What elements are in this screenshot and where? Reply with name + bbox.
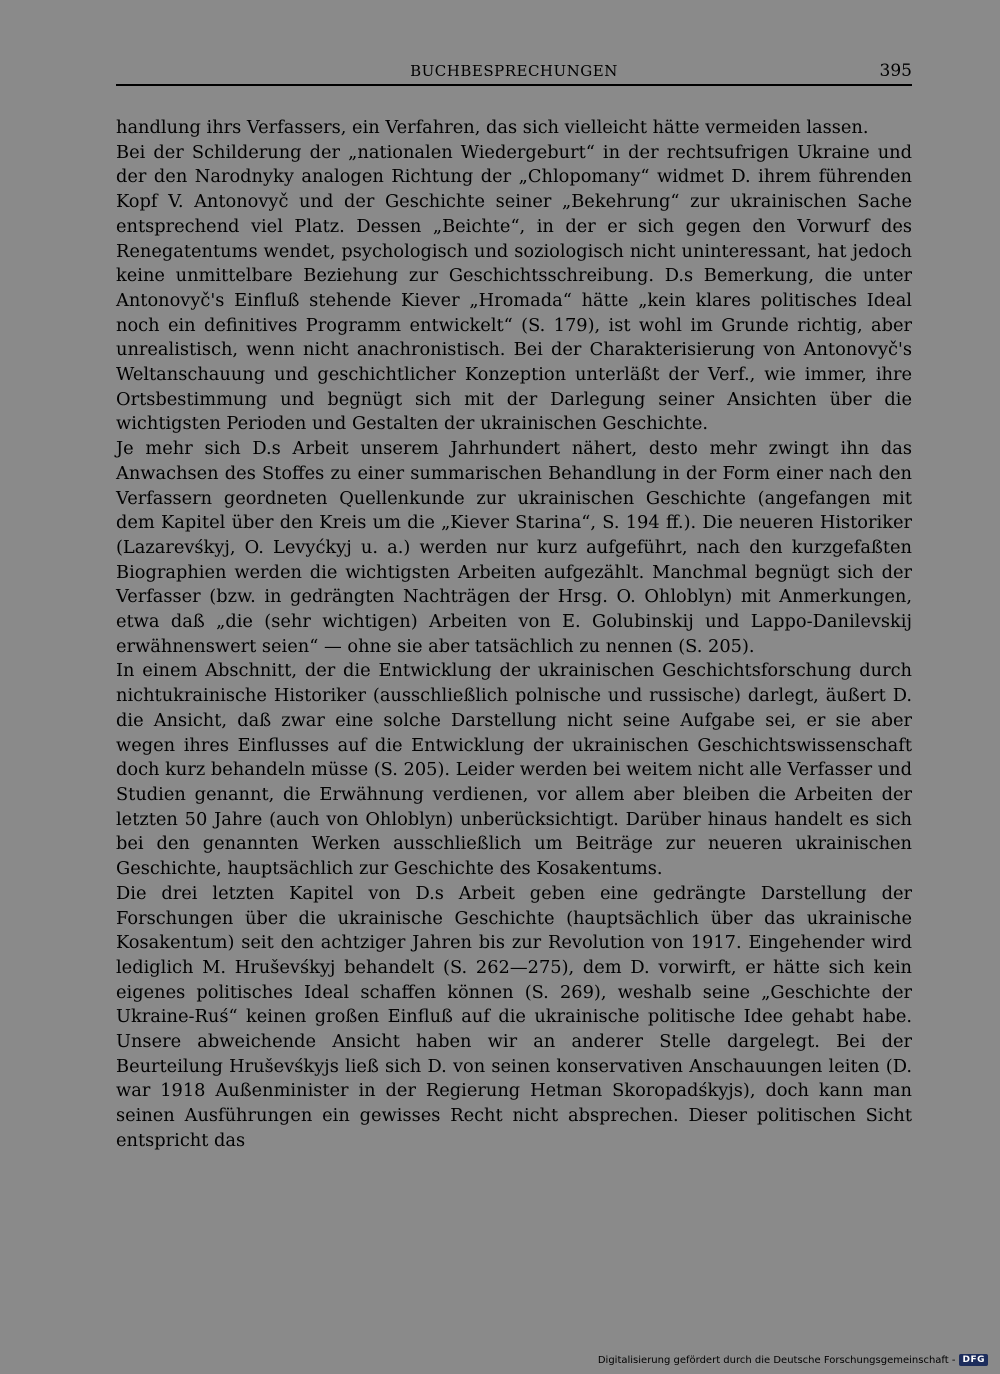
- page-header: [116, 60, 912, 86]
- paragraph: Die drei letzten Kapitel von D.s Arbeit geben eine gedrängte Darstellung der Forschungen über die ukrainische Geschichte (hauptsächlich über das ukrainische Kosakentum) seit den achtziger Jahren bis zur Revolution von 1917. Eingehender wird lediglich M. Hruševśkyj behandelt (S. 262—275), dem D. vorwirft, er hätte sich kein eigenes politisches Ideal schaffen können (S. 269), weshalb seine „Geschichte der Ukraine-Ruś“ keinen großen Einfluß auf die ukrainische politische Idee gehabt habe. Unsere abweichende Ansicht haben wir an anderer Stelle dargelegt. Bei der Beurteilung Hruševśkyjs ließ sich D. von seinen konservativen Anschauungen leiten (D. war 1918 Außenminister in der Regierung Hetman Skoropadśkyjs), doch kann man seinen Ausführungen ein gewisses Recht nicht absprechen. Dieser politischen Sicht entspricht das: [116, 882, 912, 1151]
- dfg-logo: DFG: [959, 1354, 988, 1366]
- paragraph: handlung ihrs Verfassers, ein Verfahren, das sich vielleicht hätte vermeiden lassen.: [116, 117, 869, 138]
- page-number: 395: [879, 61, 912, 81]
- paragraph: In einem Abschnitt, der die Entwicklung der ukrainischen Geschichtsforschung durch nichtukrainische Historiker (ausschließlich polnische und russische) darlegt, äußert D. die Ansicht, daß zwar eine solche Darstellung nicht seine Aufgabe sei, er sie aber wegen ihres Einflusses auf die Entwicklung der ukrainischen Geschichtswissenschaft doch kurz behandeln müsse (S. 205). Leider werden bei weitem nicht alle Verfasser und Studien genannt, die Erwähnung verdienen, vor allem aber bleiben die Arbeiten der letzten 50 Jahre (auch von Ohloblyn) unberücksichtigt. Darüber hinaus handelt es sich bei den genannten Werken ausschließlich um Beiträge zur neueren ukrainischen Geschichte, hauptsächlich zur Geschichte des Kosakentums.: [116, 660, 913, 880]
- footer-text: Digitalisierung gefördert durch die Deutsche Forschungsgemeinschaft -: [597, 1354, 956, 1366]
- digitization-footer: [598, 1354, 988, 1366]
- paragraph: Je mehr sich D.s Arbeit unserem Jahrhundert nähert, desto mehr zwingt ihn das Anwachsen des Stoffes zu einer summarischen Behandlung in der Form einer nach den Verfassern geordneten Quellenkunde zur ukrainischen Geschichte (angefangen mit dem Kapitel über den Kreis um die „Kiever Starina“, S. 194 ff.). Die neueren Historiker (Lazarevśkyj, O. Levyćkyj u. a.) werden nur kurz aufgeführt, nach den kurzgefaßten Biographien werden die wichtigsten Arbeiten aufgezählt. Manchmal begnügt sich der Verfasser (bzw. in gedrängten Nachträgen der Hrsg. O. Ohloblyn) mit Anmerkungen, etwa daß „die (sehr wichtigen) Arbeiten von E. Golubinskij und Lappo-Danilevskij erwähnenswert seien“ — ohne sie aber tatsächlich zu nennen (S. 205).: [116, 438, 912, 657]
- body-text: [116, 116, 912, 1154]
- paragraph: Bei der Schilderung der „nationalen Wiedergeburt“ in der rechtsufrigen Ukraine und der den Narodnyky analogen Richtung der „Chlopomany“ widmet D. ihrem führenden Kopf V. Antonovyč und der Geschichte seiner „Bekehrung“ zur ukrainischen Sache entsprechend viel Platz. Dessen „Beichte“, in der er sich gegen den Vorwurf des Renegatentums wendet, psychologisch und soziologisch nicht uninteressant, hat jedoch keine unmittelbare Beziehung zur Geschichtsschreibung. D.s Bemerkung, die unter Antonovyč's Einfluß stehende Kiever „Hromada“ hätte „kein klares politisches Ideal noch ein definitives Programm entwickelt“ (S. 179), ist wohl im Grunde richtig, aber unrealistisch, wenn nicht anachronistisch. Bei der Charakterisierung von Antonovyč's Weltanschauung und geschichtlicher Konzeption unterläßt der Verf., wie immer, ihre Ortsbestimmung und begnügt sich mit der Darlegung seiner Ansichten über die wichtigsten Perioden und Gestalten der ukrainischen Geschichte.: [116, 141, 912, 435]
- running-title: BUCHBESPRECHUNGEN: [410, 62, 618, 80]
